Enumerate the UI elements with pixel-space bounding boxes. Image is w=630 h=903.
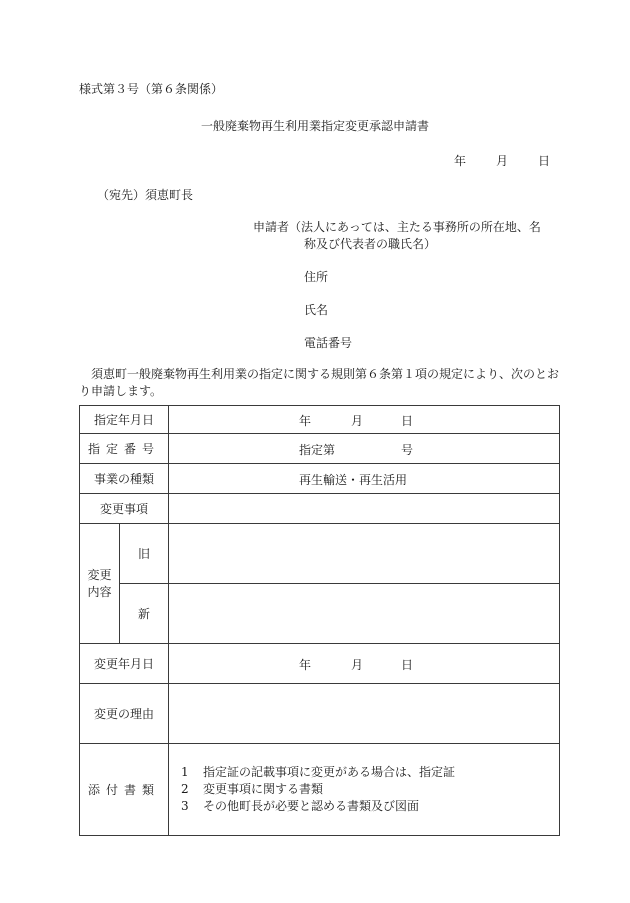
body-text: 須恵町一般廃棄物再生利用業の指定に関する規則第６条第１項の規定により、次のとおり申請します。 bbox=[79, 367, 560, 398]
addressee: （宛先）須恵町長 bbox=[97, 188, 194, 202]
attachment-item-number: 3 bbox=[181, 799, 189, 813]
applicant-label-line2: 称及び代表者の職氏名） bbox=[304, 237, 437, 251]
designation-number-label: 指定番号 bbox=[80, 434, 169, 464]
change-date-month: 月 bbox=[351, 658, 364, 672]
change-items-label: 変更事項 bbox=[80, 494, 169, 524]
change-items-field[interactable] bbox=[169, 494, 560, 524]
change-date-day: 日 bbox=[401, 658, 414, 672]
designation-date-label: 指定年月日 bbox=[80, 406, 169, 434]
name-label: 氏名 bbox=[304, 303, 329, 317]
attachment-item bbox=[181, 764, 559, 781]
old-content-field[interactable] bbox=[169, 524, 560, 584]
reason-label: 変更の理由 bbox=[80, 684, 169, 744]
business-type-field[interactable] bbox=[169, 464, 560, 494]
change-date-field[interactable] bbox=[169, 644, 560, 684]
reason-field[interactable] bbox=[169, 684, 560, 744]
application-form-table bbox=[79, 405, 560, 836]
change-date-year: 年 bbox=[299, 658, 312, 672]
designation-date-day: 日 bbox=[401, 414, 414, 428]
business-type-label: 事業の種類 bbox=[80, 464, 169, 494]
change-content-label-line1: 変更 bbox=[87, 567, 112, 582]
new-label: 新 bbox=[120, 584, 169, 644]
date-day-label: 日 bbox=[537, 154, 550, 168]
applicant-label-line1: 申請者（法人にあっては、主たる事務所の所在地、名 bbox=[253, 220, 541, 234]
designation-number-field[interactable] bbox=[169, 434, 560, 464]
change-date-label: 変更年月日 bbox=[80, 644, 169, 684]
designation-number-suffix: 号 bbox=[401, 443, 414, 457]
attachment-item bbox=[181, 781, 559, 798]
attachments-field bbox=[169, 744, 560, 836]
designation-number-prefix: 指定第 bbox=[299, 443, 336, 457]
attachment-item-number: 1 bbox=[181, 765, 189, 779]
designation-date-year: 年 bbox=[299, 414, 312, 428]
attachment-item-text: 指定証の記載事項に変更がある場合は、指定証 bbox=[203, 765, 456, 779]
date-month-label: 月 bbox=[495, 154, 508, 168]
attachments-list bbox=[169, 764, 559, 815]
table-row-designation-date bbox=[80, 406, 560, 434]
attachment-item-text: その他町長が必要と認める書類及び図面 bbox=[203, 799, 420, 813]
application-date bbox=[454, 152, 550, 169]
attachment-item-text: 変更事項に関する書類 bbox=[203, 782, 324, 796]
table-row-attachments bbox=[80, 744, 560, 836]
old-label: 旧 bbox=[120, 524, 169, 584]
table-row-business-type bbox=[80, 464, 560, 494]
address-label: 住所 bbox=[304, 270, 329, 284]
form-number: 様式第３号（第６条関係） bbox=[79, 82, 224, 96]
table-row-designation-number bbox=[80, 434, 560, 464]
attachment-item bbox=[181, 798, 559, 815]
table-row-change-old bbox=[80, 524, 560, 584]
new-content-field[interactable] bbox=[169, 584, 560, 644]
table-row-change-date bbox=[80, 644, 560, 684]
change-content-label bbox=[80, 524, 120, 644]
table-row-change-new bbox=[80, 584, 560, 644]
table-row-reason bbox=[80, 684, 560, 744]
business-type-value: 再生輸送・再生活用 bbox=[299, 473, 408, 487]
phone-label: 電話番号 bbox=[304, 336, 353, 350]
attachments-label: 添付書類 bbox=[80, 744, 169, 836]
designation-date-field[interactable] bbox=[169, 406, 560, 434]
change-content-label-line2: 内容 bbox=[87, 584, 112, 599]
document-title: 一般廃棄物再生利用業指定変更承認申請書 bbox=[200, 119, 429, 133]
designation-date-month: 月 bbox=[351, 414, 364, 428]
date-year-label: 年 bbox=[453, 154, 466, 168]
table-row-change-items bbox=[80, 494, 560, 524]
attachment-item-number: 2 bbox=[181, 782, 189, 796]
